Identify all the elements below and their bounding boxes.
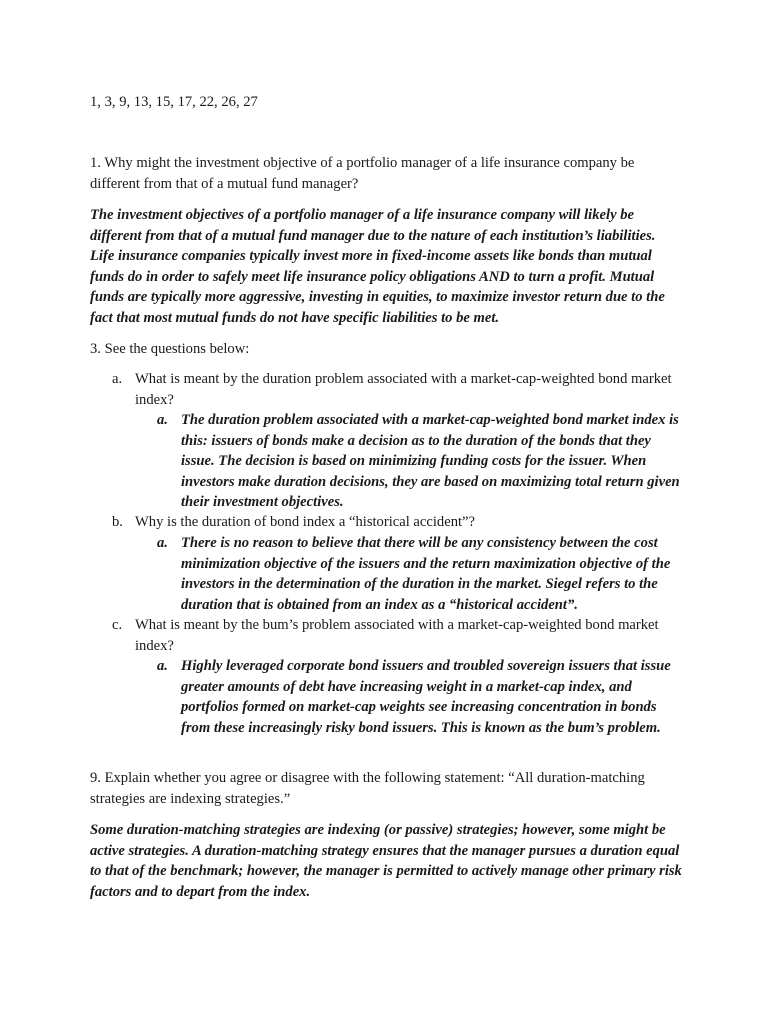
question-3a [112,369,682,410]
list-marker: a. [157,412,168,428]
list-marker: a. [112,371,123,387]
list-marker: a. [157,535,168,551]
question-3c [112,615,682,656]
question-1: 1. Why might the investment objective of a portfolio manager of a life insurance company be different from that of a mutual fund manager? [90,155,635,192]
question-3b [112,512,682,533]
list-marker: c. [112,617,123,633]
question-9: 9. Explain whether you agree or disagree with the following statement: “All duration-matching strategies are indexing strategies.” [90,770,645,807]
answer-3b [157,533,682,615]
answer-3c-text: Highly leveraged corporate bond issuers and troubled sovereign issuers that issue greater amounts of debt have increasing weight in a market-cap index, and portfolios formed on market-cap weights see increasing concentration in bonds from these increasingly risky bond issuers. This is known as the bum’s problem. [181,658,671,736]
list-marker: b. [112,514,123,530]
answer-3a-text: The duration problem associated with a market-cap-weighted bond market index is this: issuers of bonds make a decision as to the duration of the bonds that they issue. The decision is based on minimizing funding costs for the issuer. When investors make duration decisions, they are based on maximizing total return given their investment objectives. [181,412,680,510]
question-3c-text: What is meant by the bum’s problem associated with a market-cap-weighted bond market index? [135,617,659,654]
answer-1: The investment objectives of a portfolio manager of a life insurance company will likely be different from that of a mutual fund manager due to the nature of each institution’s liabilities. Life insurance companies typically invest more in fixed-income assets like bonds than mutual funds do in order to safely meet life insurance policy obligations AND to turn a profit. Mutual funds are typically more aggressive, investing in equities, to maximize investor return due to the fact that most mutual funds do not have specific liabilities to be met. [90,207,665,326]
answer-9: Some duration-matching strategies are indexing (or passive) strategies; however, some might be active strategies. A duration-matching strategy ensures that the manager pursues a duration equal to that of the benchmark; however, the manager is permitted to actively manage other primary risk factors and to depart from the index. [90,822,682,900]
question-3-intro: 3. See the questions below: [90,341,250,357]
question-number-list: 1, 3, 9, 13, 15, 17, 22, 26, 27 [90,94,258,110]
answer-3b-text: There is no reason to believe that there will be any consistency between the cost minimization objective of the issuers and the return maximization objective of the investors in the determination of the duration in the market. Siegel refers to the duration that is obtained from an index as a “historical accident”. [181,535,671,613]
question-3b-text: Why is the duration of bond index a “historical accident”? [135,514,475,530]
question-3a-text: What is meant by the duration problem associated with a market-cap-weighted bond market index? [135,371,672,408]
list-marker: a. [157,658,168,674]
answer-3a [157,410,682,513]
answer-3c [157,656,682,738]
